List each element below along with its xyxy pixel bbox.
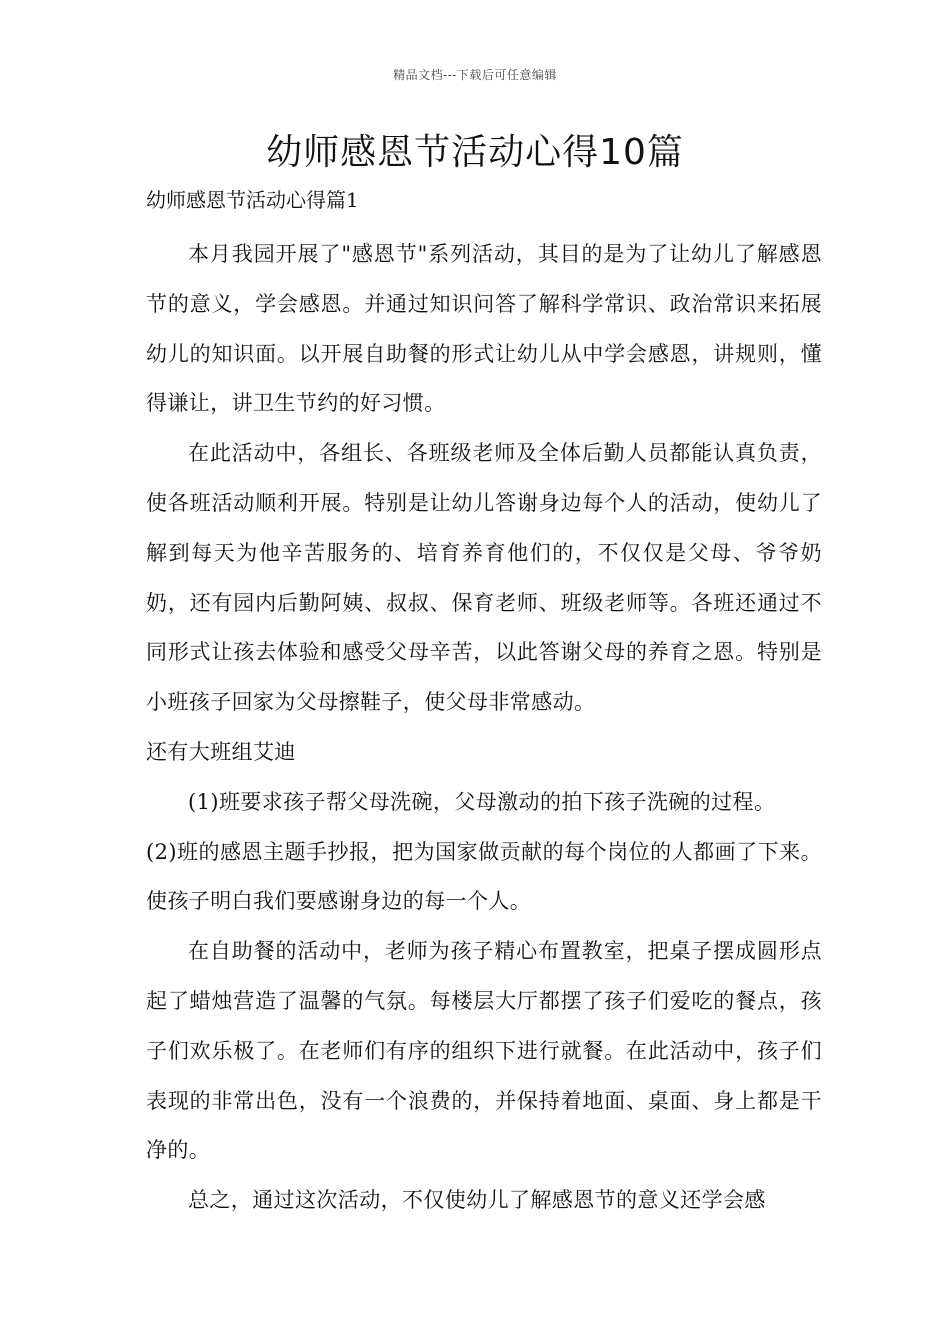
paragraph: 在自助餐的活动中，老师为孩子精心布置教室，把桌子摆成圆形点起了蜡烛营造了温馨的气氛。每楼层大厅都摆了孩子们爱吃的餐点，孩子们欢乐极了。在老师们有序的组织下进行就餐。在此活动中，孩子们表现的非常出色，没有一个浪费的，并保持着地面、桌面、身上都是干净的。 bbox=[146, 939, 822, 1163]
section-heading: 幼师感恩节活动心得篇1 bbox=[146, 188, 359, 212]
paragraph: (2)班的感恩主题手抄报，把为国家做贡献的每个岗位的人都画了下来。使孩子明白我们要感谢身边的每一个人。 bbox=[146, 839, 822, 914]
header-note: 精品文档---下载后可任意编辑 bbox=[393, 68, 557, 82]
document-title: 幼师感恩节活动心得10篇 bbox=[266, 132, 684, 173]
paragraph: (1)班要求孩子帮父母洗碗，父母激动的拍下孩子洗碗的过程。 bbox=[188, 789, 776, 814]
paragraph: 还有大班组艾迪 bbox=[146, 739, 296, 764]
paragraph: 在此活动中，各组长、各班级老师及全体后勤人员都能认真负责，使各班活动顺利开展。特别是让幼儿答谢身边每个人的活动，使幼儿了解到每天为他辛苦服务的、培育养育他们的，不仅仅是父母、爷爷奶奶，还有园内后勤阿姨、叔叔、保育老师、班级老师等。各班还通过不同形式让孩去体验和感受父母辛苦，以此答谢父母的养育之恩。特别是小班孩子回家为父母擦鞋子，使父母非常感动。 bbox=[146, 441, 822, 715]
paragraph: 总之，通过这次活动，不仅使幼儿了解感恩节的意义还学会感 bbox=[188, 1188, 766, 1213]
paragraph: 本月我园开展了"感恩节"系列活动，其目的是为了让幼儿了解感恩节的意义，学会感恩。并通过知识问答了解科学常识、政治常识来拓展幼儿的知识面。以开展自助餐的形式让幼儿从中学会感恩，讲规则，懂得谦让，讲卫生节约的好习惯。 bbox=[146, 242, 822, 416]
document-body bbox=[146, 230, 822, 1226]
